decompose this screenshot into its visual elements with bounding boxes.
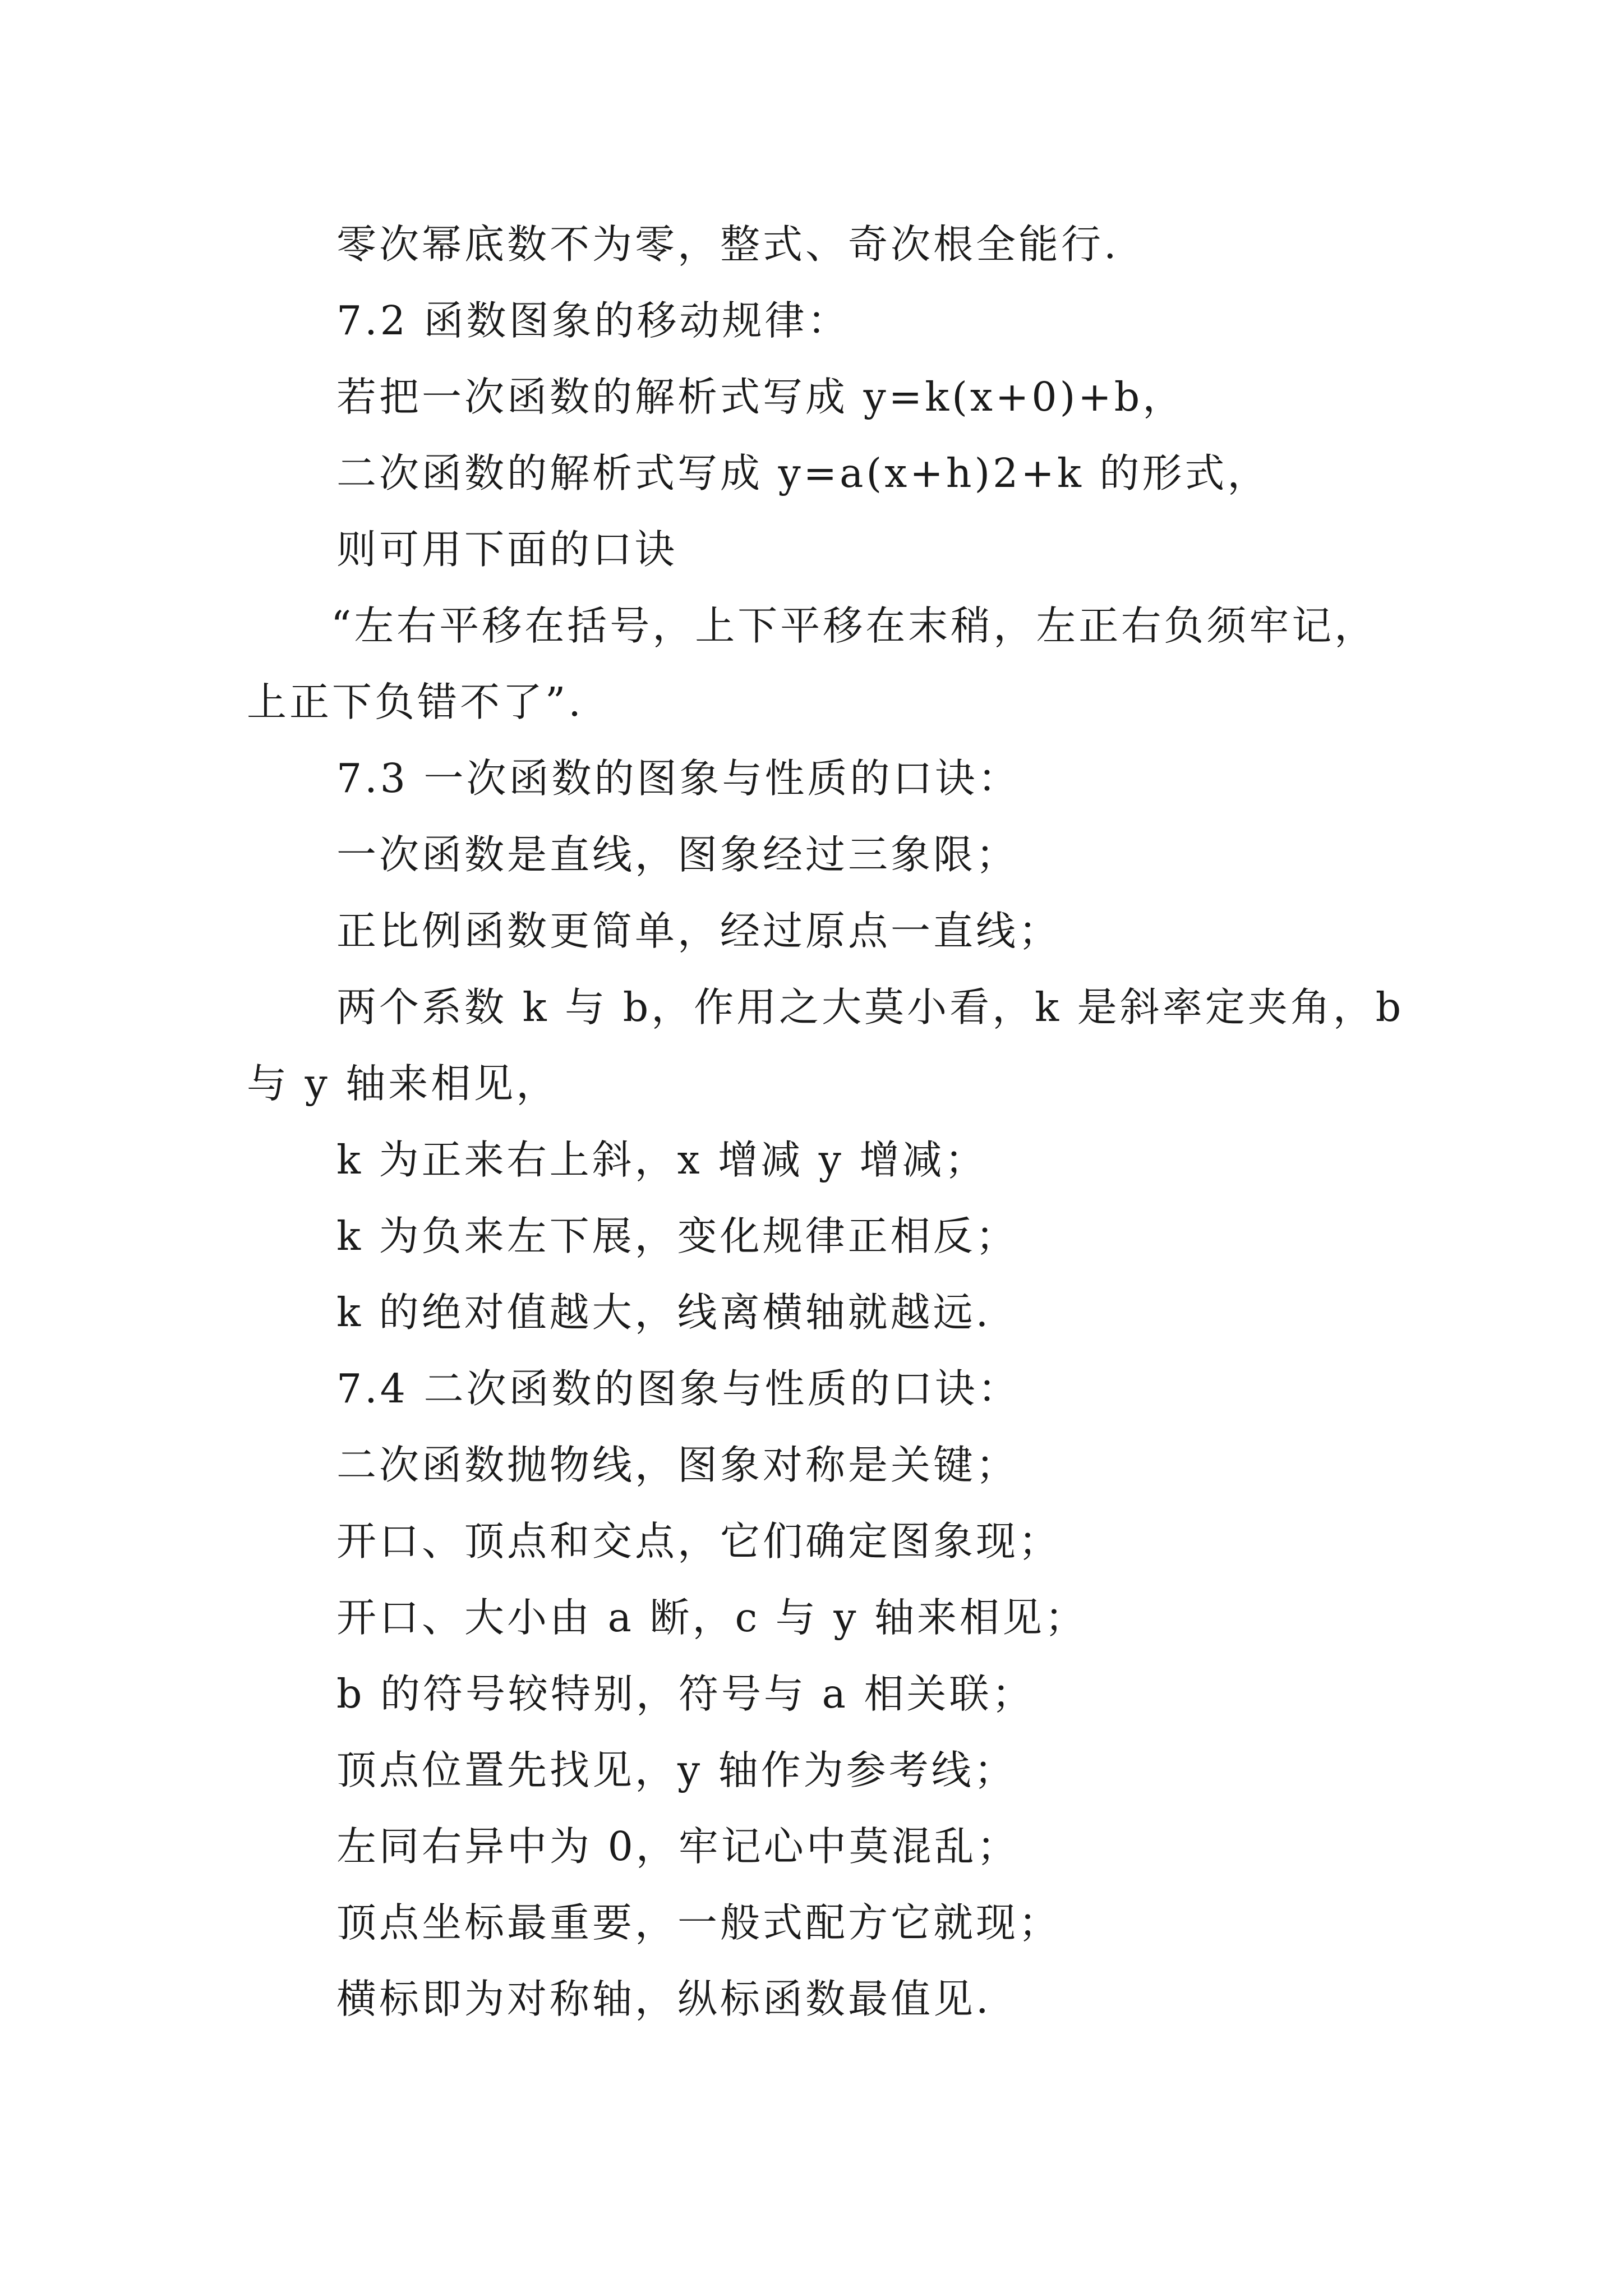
text-line: “左右平移在括号，上下平移在末稍，左正右负须牢记， [331, 602, 1377, 649]
text-line: 二次函数抛物线，图象对称是关键； [336, 1442, 1019, 1488]
text-line: 开口、顶点和交点，它们确定图象现； [336, 1518, 1062, 1565]
text-line: k 为负来左下展，变化规律正相反； [336, 1213, 1018, 1259]
text-line: 若把一次函数的解析式写成 y=k(x+0)+b， [336, 374, 1186, 420]
text-line: 开口、大小由 a 断，c 与 y 轴来相见； [336, 1594, 1088, 1641]
text-line: 横标即为对称轴，纵标函数最值见. [336, 1976, 992, 2022]
text-line: 零次幂底数不为零，整式、奇次根全能行. [336, 221, 1119, 268]
section-heading: 7.4 二次函数的图象与性质的口诀： [336, 1365, 1021, 1412]
text-line: 左同右异中为 0，牢记心中莫混乱； [336, 1823, 1020, 1870]
text-line: 二次函数的解析式写成 y=a(x+h)2+k 的形式， [336, 450, 1270, 496]
text-line: 上正下负错不了”. [247, 679, 584, 725]
section-heading: 7.3 一次函数的图象与性质的口诀： [336, 755, 1021, 802]
text-line: 顶点坐标最重要，一般式配方它就现； [336, 1899, 1062, 1946]
text-line: 顶点位置先找见，y 轴作为参考线； [336, 1747, 1017, 1793]
text-line: 一次函数是直线，图象经过三象限； [336, 831, 1019, 878]
section-heading: 7.2 函数图象的移动规律： [336, 297, 850, 344]
text-line: 两个系数 k 与 b，作用之大莫小看，k 是斜率定夹角，b [336, 984, 1404, 1030]
text-line: 与 y 轴来相见， [247, 1060, 559, 1107]
text-line: k 为正来右上斜，x 增减 y 增减； [336, 1137, 988, 1183]
text-line: k 的绝对值越大，线离横轴就越远. [336, 1289, 992, 1336]
text-line: 则可用下面的口诀 [336, 526, 678, 573]
text-line: 正比例函数更简单，经过原点一直线； [336, 908, 1062, 954]
text-line: b 的符号较特别，符号与 a 相关联； [336, 1671, 1035, 1717]
